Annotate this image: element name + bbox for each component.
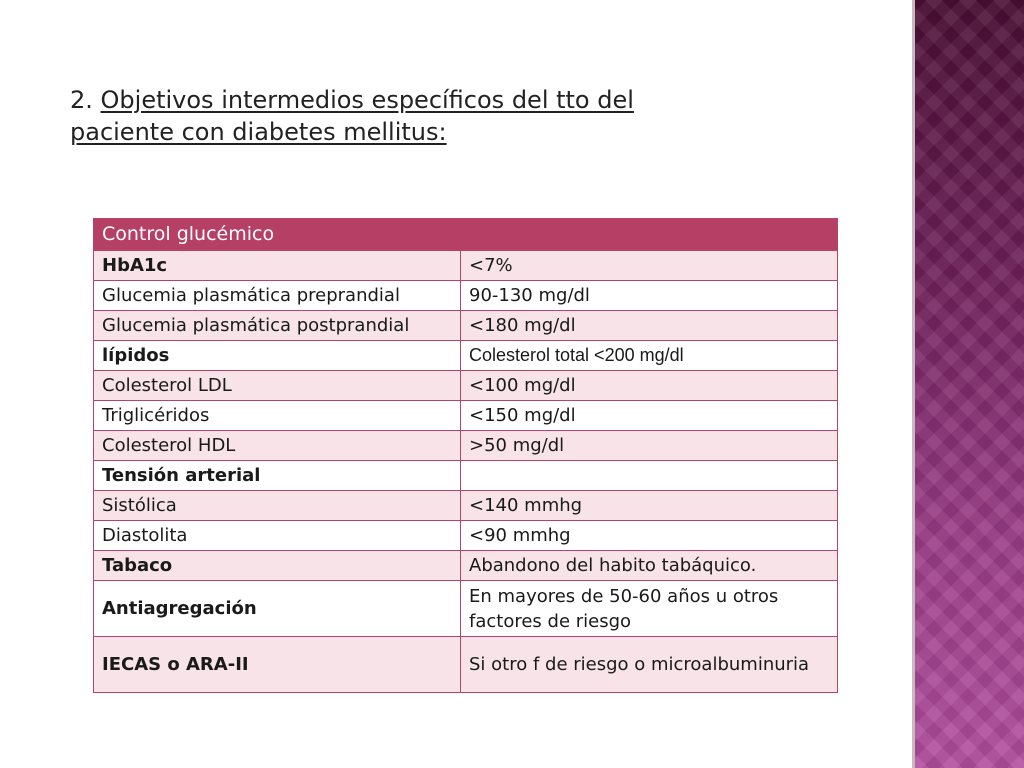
- row-value: <7%: [461, 251, 838, 281]
- row-value: En mayores de 50-60 años u otros factores de riesgo: [461, 581, 838, 637]
- table-row: [94, 461, 838, 491]
- table-row: [94, 637, 838, 693]
- table-header-row: [94, 219, 838, 251]
- row-value: [461, 461, 838, 491]
- row-label: HbA1c: [94, 251, 461, 281]
- row-label: Diastolita: [94, 521, 461, 551]
- row-label: Triglicéridos: [94, 401, 461, 431]
- row-value: <100 mg/dl: [461, 371, 838, 401]
- table-row: [94, 491, 838, 521]
- decorative-side-band: [912, 0, 1024, 768]
- row-label: Colesterol LDL: [94, 371, 461, 401]
- table-row: [94, 401, 838, 431]
- table-row: [94, 581, 838, 637]
- row-label: Colesterol HDL: [94, 431, 461, 461]
- row-label: Antiagregación: [94, 581, 461, 637]
- table-row: [94, 341, 838, 371]
- objectives-table: [93, 218, 838, 693]
- row-label: Glucemia plasmática postprandial: [94, 311, 461, 341]
- table-row: [94, 281, 838, 311]
- row-value: Si otro f de riesgo o microalbuminuria: [461, 637, 838, 693]
- row-value: <180 mg/dl: [461, 311, 838, 341]
- header-control-glucemico: Control glucémico: [94, 219, 838, 251]
- row-label: Glucemia plasmática preprandial: [94, 281, 461, 311]
- row-value: Abandono del habito tabáquico.: [461, 551, 838, 581]
- table-row: [94, 371, 838, 401]
- row-label: Sistólica: [94, 491, 461, 521]
- row-value: <140 mmhg: [461, 491, 838, 521]
- row-label: IECAS o ARA-II: [94, 637, 461, 693]
- title-text: Objetivos intermedios específicos del tto del paciente con diabetes mellitus:: [70, 86, 634, 146]
- table-row: [94, 431, 838, 461]
- row-label: lípidos: [94, 341, 461, 371]
- table-row: [94, 521, 838, 551]
- slide-title: [70, 84, 710, 148]
- row-value: <150 mg/dl: [461, 401, 838, 431]
- row-label: Tabaco: [94, 551, 461, 581]
- table-row: [94, 251, 838, 281]
- row-value: >50 mg/dl: [461, 431, 838, 461]
- table-row: [94, 551, 838, 581]
- row-value: 90-130 mg/dl: [461, 281, 838, 311]
- row-value: Colesterol total <200 mg/dl: [461, 341, 838, 371]
- row-value: <90 mmhg: [461, 521, 838, 551]
- table-row: [94, 311, 838, 341]
- row-label: Tensión arterial: [94, 461, 461, 491]
- title-number: 2.: [70, 86, 101, 114]
